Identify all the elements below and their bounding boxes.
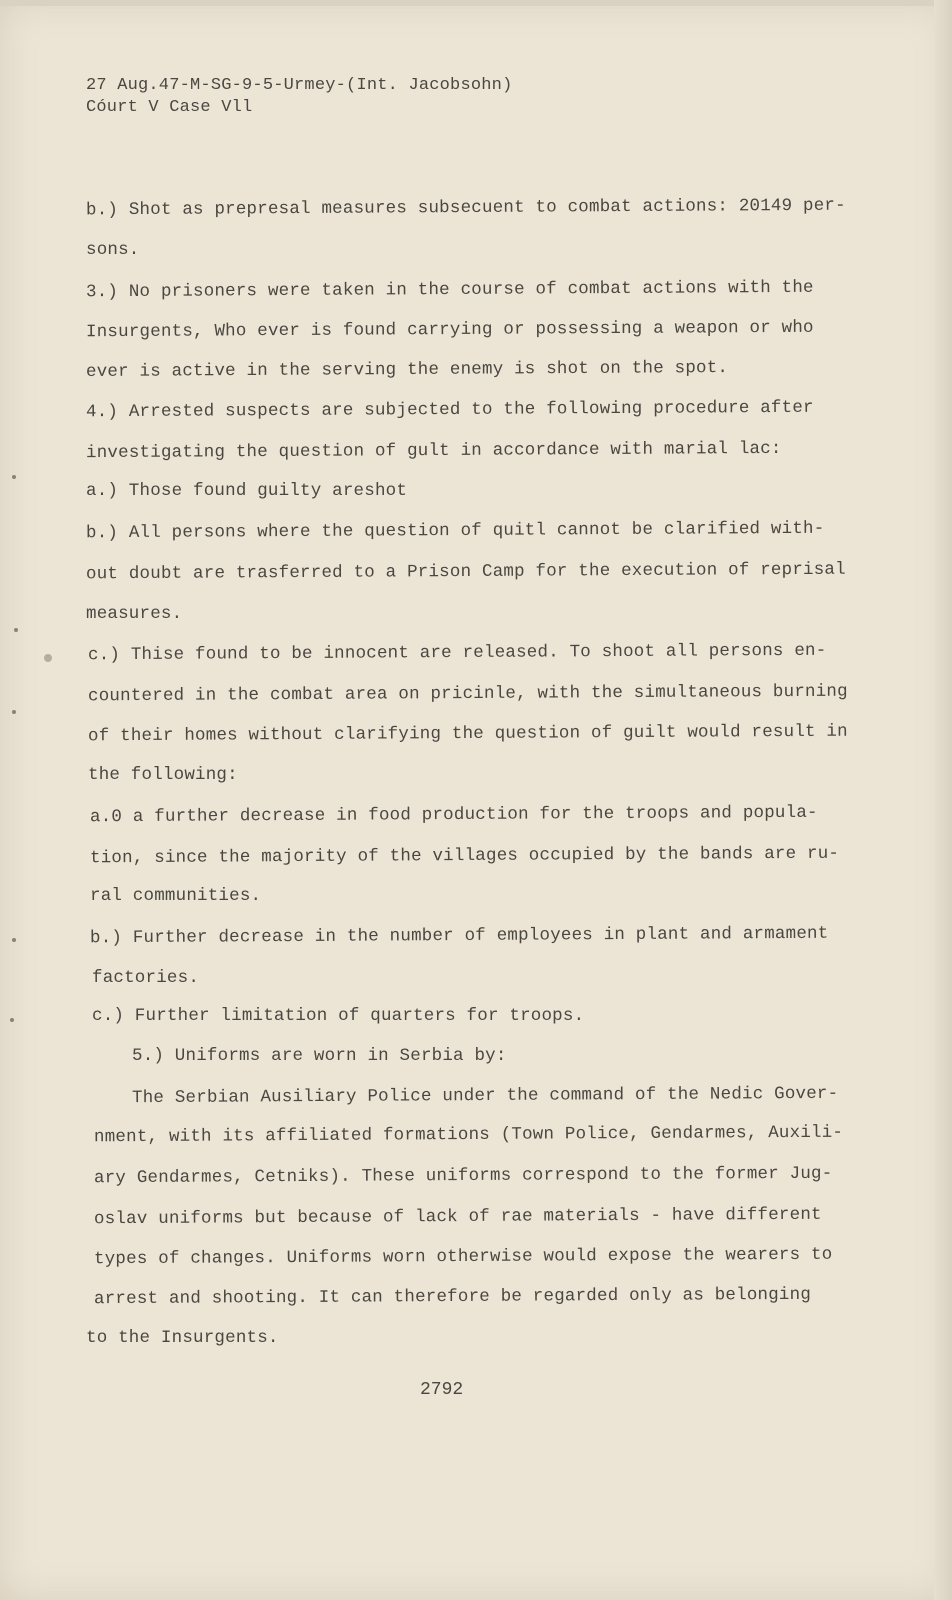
paper-speck — [12, 475, 16, 479]
body-line: types of changes. Uniforms worn otherwise would expose the wearers to — [93, 1244, 833, 1270]
paper-speck — [44, 654, 52, 662]
body-line: 4.) Arrested suspects are subjected to the following procedure after — [85, 397, 814, 423]
paper-speck — [12, 938, 16, 942]
body-line: ever is active in the serving the enemy is shot on the spot. — [85, 358, 729, 382]
body-line: oslav uniforms but because of lack of rae materials - have different — [93, 1204, 822, 1230]
body-line: the following: — [88, 765, 238, 785]
header-reference: 27 Aug.47-M-SG-9-5-Urmey-(Int. Jacobsohn) — [86, 76, 513, 95]
page-right-edge — [934, 0, 952, 1600]
body-line: of their homes without clarifying the question of guilt would result in — [87, 721, 848, 747]
page-number: 2792 — [420, 1380, 464, 1400]
body-line: investigating the question of gult in accordance with marial lac: — [85, 438, 782, 464]
body-line: b.) All persons where the question of quitl cannot be clarified with- — [85, 518, 825, 544]
paper-speck — [10, 1018, 14, 1022]
body-line: ral communities. — [90, 886, 262, 906]
body-line: a.0 a further decrease in food production for the troops and popula- — [89, 802, 818, 828]
body-line: 3.) No prisoners were taken in the course of combat actions with the — [85, 277, 814, 303]
body-line: ary Gendarmes, Cetniks). These uniforms correspond to the former Jug- — [93, 1163, 833, 1189]
body-line: c.) Further limitation of quarters for troops. — [92, 1006, 585, 1026]
paper-speck — [14, 628, 18, 632]
body-line: a.) Those found guilty areshot — [86, 481, 408, 501]
body-line: measures. — [86, 604, 183, 624]
body-line: tion, since the majority of the villages occupied by the bands are ru- — [89, 843, 840, 869]
body-line: 5.) Uniforms are worn in Serbia by: — [132, 1046, 507, 1066]
body-line: out doubt are trasferred to a Prison Camp for the execution of reprisal — [85, 559, 846, 585]
body-line: factories. — [92, 968, 200, 988]
body-line: to the Insurgents. — [86, 1328, 279, 1348]
body-line: c.) Thise found to be innocent are released. To shoot all persons en- — [87, 640, 827, 666]
body-line: countered in the combat area on pricinle, with the simultaneous burning — [87, 681, 848, 707]
header-court-case: Cóurt V Case Vll — [86, 98, 253, 117]
paper-speck — [12, 710, 16, 714]
body-line: The Serbian Ausiliary Police under the command of the Nedic Gover- — [131, 1083, 839, 1109]
body-line: b.) Shot as prepresal measures subsecuent to combat actions: 20149 per- — [85, 195, 846, 221]
page-top-edge — [0, 0, 952, 6]
body-line: Insurgents, Who ever is found carrying or possessing a weapon or who — [85, 317, 814, 343]
body-line: sons. — [86, 240, 140, 260]
body-line: nment, with its affiliated formations (Town Police, Gendarmes, Auxili- — [93, 1122, 844, 1148]
body-line: arrest and shooting. It can therefore be regarded only as belonging — [93, 1284, 812, 1310]
body-line: b.) Further decrease in the number of employees in plant and armament — [89, 923, 829, 949]
